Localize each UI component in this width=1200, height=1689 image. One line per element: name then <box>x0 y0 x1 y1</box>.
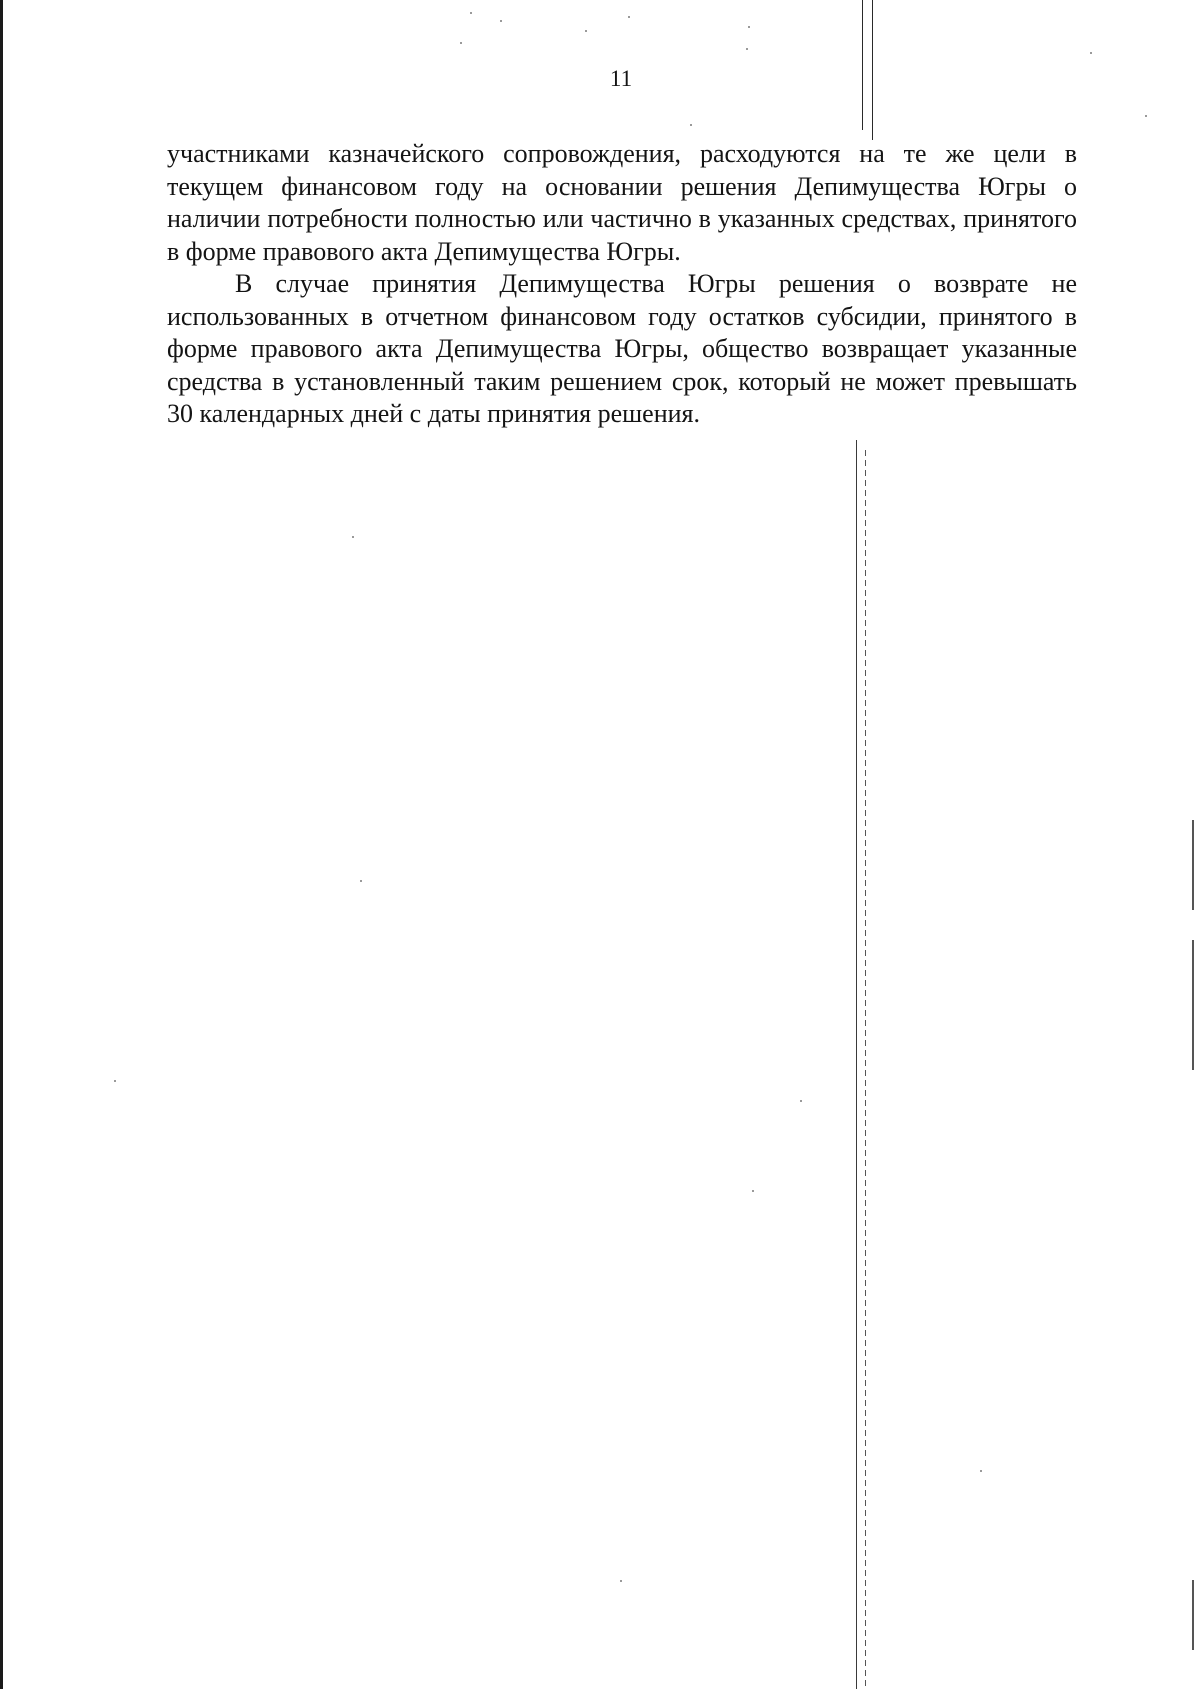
scan-edge-left <box>0 0 3 1689</box>
scan-speck <box>585 30 587 32</box>
scan-edge-right <box>1192 940 1194 1070</box>
scan-speck <box>980 1470 982 1472</box>
scan-speck <box>1090 52 1092 54</box>
page-number: 11 <box>609 66 633 91</box>
body-text <box>167 138 1077 431</box>
paragraph: В случае принятия Депимущества Югры решения о возврате не использованных в отчетном финансовом году остатков субсидии, принятого в форме правового акта Депимущества Югры, общество возвращает указанные средства в установленный таким решением срок, который не может превышать 30 календарных дней с даты принятия решения. <box>167 269 1077 428</box>
scan-speck <box>690 124 692 126</box>
scan-edge-right <box>1192 1580 1194 1650</box>
scan-speck <box>800 1100 802 1102</box>
scan-fold-line <box>865 450 866 1689</box>
paragraph: участниками казначейского сопровождения, расходуются на те же цели в текущем финансовом году на основании решения Депимущества Югры о наличии потребности полностью или частично в указанных средствах, принятого в форме правового акта Депимущества Югры. <box>167 139 1077 266</box>
scan-speck <box>746 48 748 50</box>
scan-speck <box>1145 115 1147 117</box>
scan-fold-line <box>856 440 857 1689</box>
scan-speck <box>752 1190 754 1192</box>
scan-speck <box>500 20 502 22</box>
scan-speck <box>620 1580 622 1582</box>
scan-edge-right <box>1192 820 1194 910</box>
scan-speck <box>352 536 354 538</box>
scan-speck <box>460 42 462 44</box>
scan-speck <box>748 26 750 28</box>
scan-speck <box>360 880 362 882</box>
scan-speck <box>114 1080 116 1082</box>
scan-speck <box>628 16 630 18</box>
scan-speck <box>470 12 472 14</box>
